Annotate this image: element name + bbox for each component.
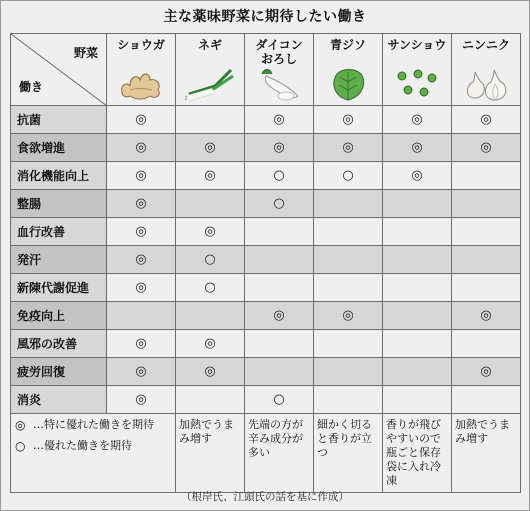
effect-cell	[383, 274, 452, 302]
effect-cell	[107, 162, 176, 190]
effect-cell	[314, 358, 383, 386]
effect-cell	[176, 246, 245, 274]
notes-row	[11, 414, 521, 493]
effect-cell	[107, 106, 176, 134]
effect-cell	[383, 330, 452, 358]
effect-cell	[107, 386, 176, 414]
effect-cell	[314, 190, 383, 218]
effect-cell	[383, 386, 452, 414]
effect-cell	[245, 358, 314, 386]
effect-cell	[452, 106, 521, 134]
vegetable-header-sansho	[383, 34, 452, 106]
effect-cell	[383, 106, 452, 134]
vegetable-note: 加熱でうまみ増す	[452, 414, 521, 493]
effect-mark: ◎	[480, 308, 492, 323]
effect-cell	[452, 246, 521, 274]
effect-cell	[383, 218, 452, 246]
effect-mark: ◎	[204, 224, 216, 239]
vegetable-note: 細かく切ると香りが立つ	[314, 414, 383, 493]
figure-title: 主な薬味野菜に期待したい働き	[163, 9, 367, 25]
effect-label: 風邪の改善	[11, 330, 107, 358]
vegetable-name: ネギ	[197, 37, 222, 52]
effect-cell	[176, 190, 245, 218]
effect-mark: ◎	[135, 252, 147, 267]
effect-cell	[383, 162, 452, 190]
effect-cell	[107, 134, 176, 162]
effect-cell	[107, 190, 176, 218]
effect-cell	[383, 190, 452, 218]
effect-row	[11, 386, 521, 414]
effect-cell	[176, 330, 245, 358]
effect-mark: ◎	[273, 308, 285, 323]
effect-cell	[176, 386, 245, 414]
effect-mark: ◎	[480, 140, 492, 155]
effect-cell	[383, 302, 452, 330]
vegetable-header-daikon	[245, 34, 314, 106]
garlic-icon	[461, 66, 511, 102]
effect-cell	[107, 274, 176, 302]
effect-label: 抗菌	[11, 106, 107, 134]
vegetable-name: サンショウ	[387, 37, 447, 52]
effect-cell	[314, 134, 383, 162]
effect-row	[11, 134, 521, 162]
effect-cell	[176, 106, 245, 134]
daikon-icon	[254, 66, 304, 102]
effect-label: 食欲増進	[11, 134, 107, 162]
effect-cell	[314, 246, 383, 274]
effect-cell	[176, 134, 245, 162]
effect-mark: ◎	[135, 224, 147, 239]
effect-label: 消炎	[11, 386, 107, 414]
effect-mark: ◎	[135, 112, 147, 127]
effect-mark: ◎	[342, 308, 354, 323]
effect-mark: ○	[273, 196, 285, 211]
effect-cell	[245, 302, 314, 330]
effect-cell	[314, 218, 383, 246]
effect-cell	[452, 358, 521, 386]
effect-cell	[452, 134, 521, 162]
corner-cell	[11, 34, 107, 106]
corner-label-effect: 働き	[19, 80, 44, 94]
effect-cell	[245, 106, 314, 134]
effect-cell	[176, 218, 245, 246]
effect-cell	[107, 330, 176, 358]
effect-mark: ◎	[204, 364, 216, 379]
effect-cell	[245, 134, 314, 162]
vegetable-header-garlic	[452, 34, 521, 106]
effect-row	[11, 358, 521, 386]
leek-icon	[185, 66, 235, 102]
effect-cell	[383, 358, 452, 386]
effect-mark: ○	[273, 168, 285, 183]
effect-mark: ◎	[342, 140, 354, 155]
effect-mark: ◎	[411, 168, 423, 183]
effect-row	[11, 330, 521, 358]
shiso-leaf-icon	[323, 66, 373, 102]
effect-cell	[176, 358, 245, 386]
herb-benefit-table	[10, 33, 521, 493]
effect-mark: ◎	[135, 140, 147, 155]
effect-cell	[314, 330, 383, 358]
vegetable-note: 加熱でうまみ増す	[176, 414, 245, 493]
effect-cell	[452, 218, 521, 246]
effect-mark: ○	[204, 252, 216, 267]
legend-text: …優れた働きを期待	[33, 439, 132, 452]
effect-cell	[452, 302, 521, 330]
effect-row	[11, 246, 521, 274]
effect-cell	[245, 218, 314, 246]
effect-label: 整腸	[11, 190, 107, 218]
effect-cell	[314, 302, 383, 330]
effect-cell	[383, 134, 452, 162]
effect-cell	[245, 162, 314, 190]
effect-mark: ◎	[204, 140, 216, 155]
effect-mark: ◎	[480, 364, 492, 379]
vegetable-name: ニンニク	[461, 37, 510, 52]
legend-symbol: ○	[15, 439, 26, 453]
legend	[11, 414, 176, 493]
effect-cell	[452, 162, 521, 190]
source-credit: （根岸氏、江頭氏の話を基に作成）	[181, 491, 349, 503]
effect-cell	[452, 190, 521, 218]
effect-mark: ◎	[135, 196, 147, 211]
effect-label: 消化機能向上	[11, 162, 107, 190]
effect-mark: ◎	[135, 280, 147, 295]
effect-cell	[107, 302, 176, 330]
vegetable-note: 先端の方が辛み成分が多い	[245, 414, 314, 493]
effect-label: 新陳代謝促進	[11, 274, 107, 302]
effect-label: 免疫向上	[11, 302, 107, 330]
vegetable-header-shiso	[314, 34, 383, 106]
effect-row	[11, 106, 521, 134]
vegetable-name: ダイコン おろし	[255, 37, 303, 66]
effect-mark: ○	[273, 392, 285, 407]
vegetable-name: ショウガ	[117, 37, 165, 52]
sansho-pepper-icon	[392, 66, 442, 102]
effect-mark: ◎	[135, 168, 147, 183]
effect-cell	[314, 274, 383, 302]
vegetable-header-ginger	[107, 34, 176, 106]
header-row	[11, 34, 521, 106]
vegetable-name: 青ジソ	[329, 37, 366, 52]
legend-text: …特に優れた働きを期待	[33, 418, 154, 431]
effect-mark: ◎	[411, 112, 423, 127]
effect-label: 疲労回復	[11, 358, 107, 386]
effect-cell	[245, 274, 314, 302]
legend-item	[15, 439, 171, 453]
effect-cell	[245, 190, 314, 218]
effect-mark: ◎	[273, 112, 285, 127]
effect-row	[11, 190, 521, 218]
effect-cell	[314, 106, 383, 134]
effect-mark: ○	[204, 280, 216, 295]
effect-mark: ◎	[204, 168, 216, 183]
effect-cell	[107, 358, 176, 386]
effect-cell	[383, 246, 452, 274]
effect-cell	[107, 246, 176, 274]
effect-mark: ◎	[135, 364, 147, 379]
effect-row	[11, 274, 521, 302]
effect-cell	[176, 274, 245, 302]
effect-cell	[176, 302, 245, 330]
effect-mark: ◎	[135, 336, 147, 351]
effect-mark: ◎	[204, 336, 216, 351]
effect-mark: ◎	[480, 112, 492, 127]
vegetable-header-leek	[176, 34, 245, 106]
effect-cell	[314, 386, 383, 414]
legend-symbol: ◎	[15, 418, 26, 432]
effect-cell	[107, 218, 176, 246]
ginger-icon	[116, 66, 166, 102]
effect-mark: ◎	[342, 112, 354, 127]
effect-mark: ○	[342, 168, 354, 183]
effect-cell	[245, 386, 314, 414]
effect-cell	[176, 162, 245, 190]
effect-cell	[452, 274, 521, 302]
effect-cell	[314, 162, 383, 190]
effect-cell	[452, 330, 521, 358]
effect-row	[11, 302, 521, 330]
effect-label: 血行改善	[11, 218, 107, 246]
vegetable-note: 香りが飛びやすいので瓶ごと保存袋に入れ冷凍	[383, 414, 452, 493]
legend-item	[15, 418, 171, 432]
effect-mark: ◎	[411, 140, 423, 155]
effect-cell	[245, 330, 314, 358]
effect-mark: ◎	[273, 140, 285, 155]
effect-label: 発汗	[11, 246, 107, 274]
effect-cell	[452, 386, 521, 414]
corner-label-vegetable: 野菜	[73, 46, 98, 60]
effect-mark: ◎	[135, 392, 147, 407]
effect-row	[11, 218, 521, 246]
effect-row	[11, 162, 521, 190]
effect-cell	[245, 246, 314, 274]
